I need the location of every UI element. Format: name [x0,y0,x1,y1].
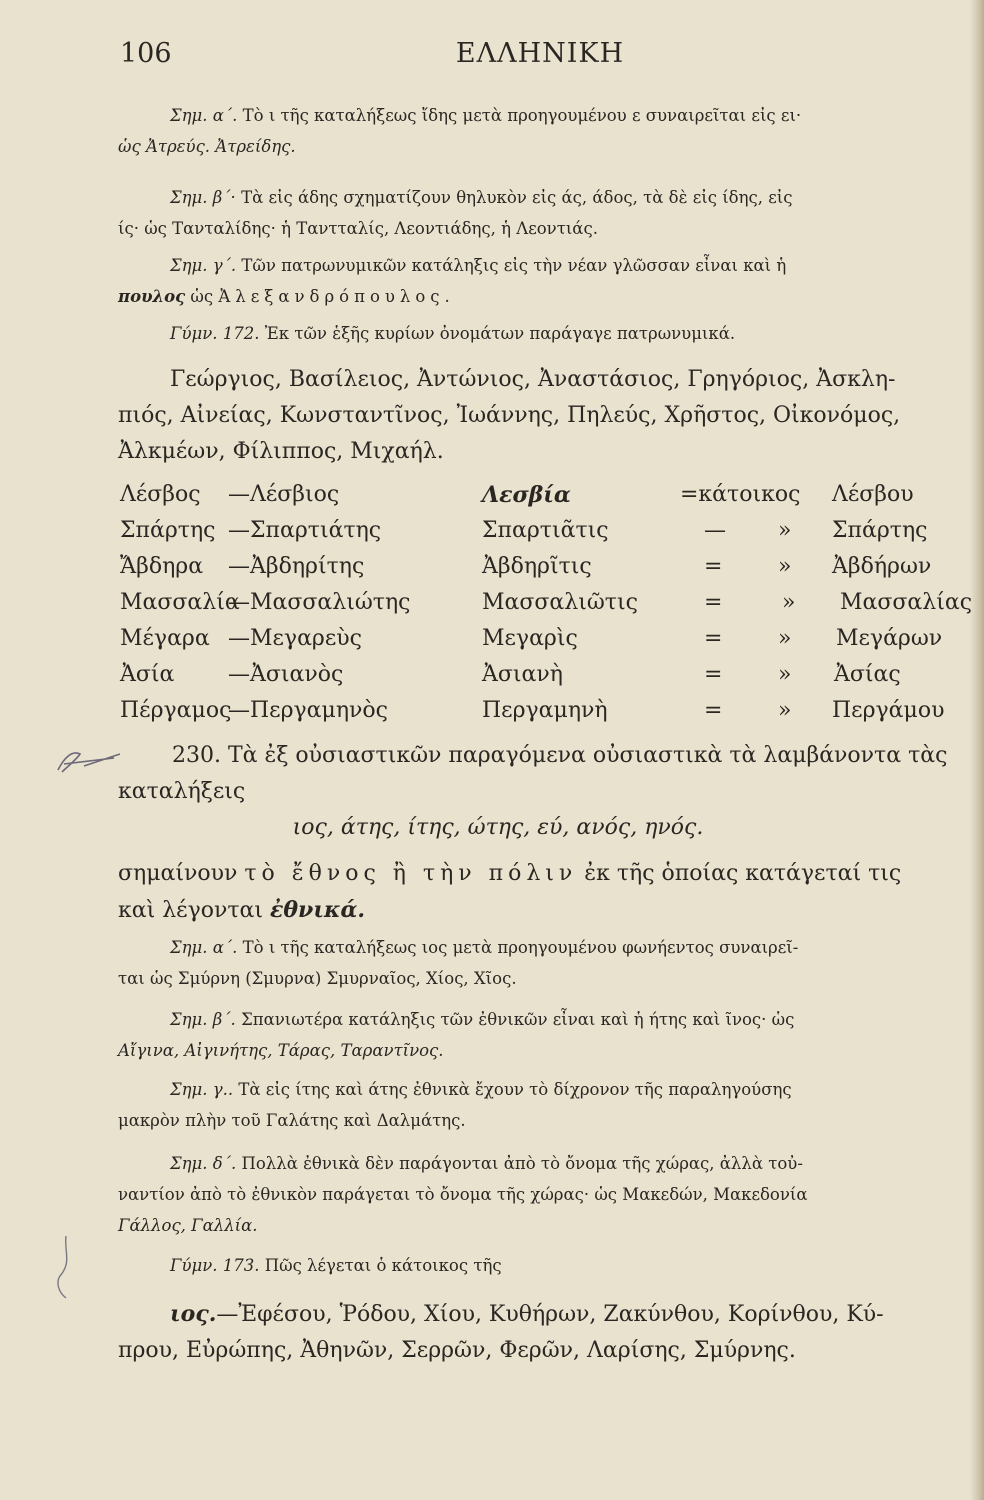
section-term: ἐθνικά. [270,897,366,923]
table-cell-ditto: » [778,554,792,579]
note-text: Τὰ εἰς ίτης καὶ άτης ἐθνικὰ ἔχουν τὸ δίχρονον τῆς παραληγούσης [238,1080,792,1099]
table-cell-ditto: » [778,698,792,723]
section-text: ἐκ τῆς ὁποίας κατάγεταί τις [584,861,902,886]
section-text: Τὰ ἐξ οὐσιαστικῶν παραγόμενα οὐσιαστικὰ τὰ λαμβάνοντα τὰς [227,743,948,768]
note-text: Τὰ εἰς άδης σχηματίζουν θηλυκὸν εἰς άς, άδος, τὰ δὲ εἰς ίδης, εἰς [241,188,793,207]
note-label: Σημ. γ.. [170,1080,234,1099]
exercise-172-heading [118,318,960,349]
note-text: Τὸ ι τῆς καταλήξεως ιος μετὰ προηγουμένου φωνήεντος συναιρεῖ- [242,938,799,957]
table-cell-rel: = [704,662,723,687]
table-cell-masc: —Λέσβιος [228,482,340,507]
section-text: σημαίνουν [118,861,238,886]
table-cell-gen: Σπάρτης [832,518,928,543]
table-cell-ditto: » [782,590,796,615]
exercise-line: Γεώργιος, Βασίλειος, Ἀντώνιος, Ἀναστάσιος, Γρηγόριος, Ἀσκλη- [170,367,896,392]
note-text: ίς· ὡς Τανταλίδης· ἡ Ταντταλίς, Λεοντιάδης, ἡ Λεοντιάς. [118,219,598,238]
note-text: Πολλὰ ἐθνικὰ δὲν παράγονται ἀπὸ τὸ ὄνομα τῆς χώρας, ἀλλὰ τοὐ- [241,1154,803,1173]
exercise-173-words [118,1296,960,1369]
table-cell-gen: Μασσαλίας [840,590,973,615]
exercise-172-words [118,362,960,470]
exercise-line: —Ἐφέσου, Ῥόδου, Χίου, Κυθήρων, Ζακύνθου, Κορίνθου, Κύ- [216,1302,884,1327]
table-cell-masc: —Μασσαλιώτης [228,590,411,615]
note-top-a [118,100,960,162]
section-text: καὶ λέγονται [118,898,263,923]
page-spine-shadow [970,0,984,1500]
table-cell-fem: Ἀσιανὴ [482,662,563,687]
exercise-line: Ἀλκμέων, Φίλιππος, Μιχαήλ. [118,439,444,464]
note-text-spaced: Ἀλεξανδρόπουλος. [218,287,455,306]
note-label: Σημ. γ΄. [170,256,237,275]
exercise-line: πιός, Αἰνείας, Κωνσταντῖνος, Ἰωάννης, Πηλεύς, Χρῆστος, Οἰκονόμος, [118,403,901,428]
note-text: Σπανιωτέρα κατάληξις τῶν ἐθνικῶν εἶναι καὶ ἡ ήτης καὶ ῖνος· ὡς [241,1010,795,1029]
table-cell-gen: Ἀβδήρων [832,554,932,579]
running-header [120,38,960,78]
table-cell-masc: —Περγαμηνὸς [228,698,388,723]
section-number: 230. [172,743,221,768]
note-text: ὡς Ἀτρεύς. Ἀτρείδης. [118,137,296,156]
section-230-meaning [118,856,960,929]
note-text: ται ὡς Σμύρνη (Σμυρνα) Σμυρναῖος, Χίος, Χῖος. [118,969,517,988]
table-cell-rel: — [704,518,726,543]
table-cell-rel: = [704,554,723,579]
note-bottom-d [118,1148,960,1241]
table-cell-masc: —Σπαρτιάτης [228,518,382,543]
table-cell-ditto: » [778,518,792,543]
table-cell-masc: —Ἀβδηρίτης [228,554,365,579]
table-cell-fem: Μεγαρὶς [482,626,578,651]
table-cell-rel: = [704,698,723,723]
table-cell-city: Μέγαρα [120,626,210,651]
note-bottom-b [118,1004,960,1066]
table-cell-rel: =κάτοικος [680,482,801,507]
pencil-mark-icon [54,740,134,776]
page-number: 106 [120,38,172,69]
note-top-b [118,182,960,244]
endings-list: ιος, άτης, ίτης, ώτης, εύ, ανός, ηνός. [292,815,704,840]
table-cell-masc: —Ἀσιανὸς [228,662,344,687]
table-cell-fem: Λεσβία [482,482,571,508]
table-cell-city: Λέσβος [120,482,201,507]
section-text-spaced: τὸ ἔθνος ἢ τὴν πόλιν [244,861,578,886]
exercise-instruction: Ἐκ τῶν ἑξῆς κυρίων ὀνομάτων παράγαγε πατρωνυμικά. [264,324,736,343]
section-230 [118,738,960,810]
note-label: Σημ. β΄. [170,1010,236,1029]
note-text: πουλος [118,287,186,306]
exercise-instruction: Πῶς λέγεται ὁ κάτοικος τῆς [264,1256,502,1275]
note-bottom-a [118,932,960,994]
note-text: ναντίον ἀπὸ τὸ ἐθνικὸν παράγεται τὸ ὄνομα τῆς χώρας· ὡς Μακεδών, Μακεδονία [118,1185,808,1204]
table-cell-fem: Ἀβδηρῖτις [482,554,592,579]
table-cell-fem: Περγαμηνὴ [482,698,608,723]
table-cell-city: Ἀσία [120,662,175,687]
note-label: Σημ. α΄. [170,106,238,125]
page-title: ΕΛΛΗΝΙΚΗ [455,38,625,69]
note-label: Σημ. β΄· [170,188,236,207]
note-label: Σημ. α΄. [170,938,238,957]
table-cell-fem: Μασσαλιῶτις [482,590,638,615]
note-text: ὡς [190,287,214,306]
pencil-mark-icon [46,1232,86,1302]
table-cell-city: Μασσαλία [120,590,240,615]
note-text: Τὸ ι τῆς καταλήξεως ἴδης μετὰ προηγουμένου ε συναιρεῖται εἰς ει· [242,106,802,125]
note-text: μακρὸν πλὴν τοῦ Γαλάτης καὶ Δαλμάτης. [118,1111,466,1130]
table-cell-masc: —Μεγαρεὺς [228,626,362,651]
table-cell-city: Ἄβδηρα [120,554,204,579]
note-text: Αἴγινα, Αἰγινήτης, Τάρας, Ταραντῖνος. [118,1041,444,1060]
note-text: Γάλλος, Γαλλία. [118,1216,258,1235]
note-text: Τῶν πατρωνυμικῶν κατάληξις εἰς τὴν νέαν γλῶσσαν εἶναι καὶ ἡ [241,256,787,275]
exercise-line: πρου, Εὐρώπης, Ἀθηνῶν, Σερρῶν, Φερῶν, Λαρίσης, Σμύρνης. [118,1338,796,1363]
table-cell-city: Σπάρτης [120,518,216,543]
exercise-label: Γύμν. 173. [170,1256,260,1275]
exercise-prefix: ιος. [170,1301,217,1327]
table-cell-fem: Σπαρτιᾶτις [482,518,609,543]
table-cell-gen: Ἀσίας [834,662,901,687]
table-cell-ditto: » [778,662,792,687]
table-cell-rel: = [704,590,723,615]
note-label: Σημ. δ΄. [170,1154,237,1173]
exercise-173-heading [118,1250,960,1281]
note-top-c [118,250,960,312]
table-cell-ditto: » [778,626,792,651]
table-cell-city: Πέργαμος [120,698,232,723]
table-cell-gen: Μεγάρων [836,626,943,651]
section-text: καταλήξεις [118,779,246,804]
table-cell-gen: Περγάμου [832,698,945,723]
table-cell-rel: = [704,626,723,651]
table-cell-gen: Λέσβου [832,482,914,507]
note-bottom-c [118,1074,960,1136]
exercise-label: Γύμν. 172. [170,324,260,343]
